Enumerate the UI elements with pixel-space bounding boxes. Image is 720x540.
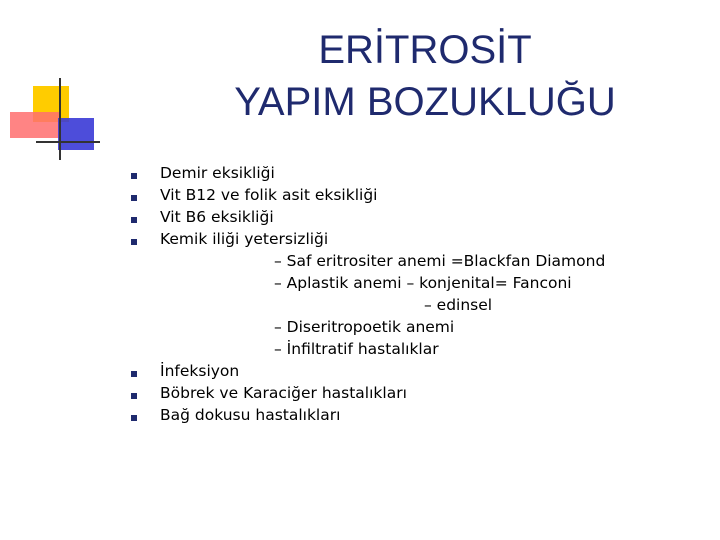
bullet-icon — [131, 393, 137, 399]
sub-list-item: – Aplastik anemi – konjenital= Fanconi — [274, 274, 572, 292]
list-item: Böbrek ve Karaciğer hastalıkları — [160, 384, 407, 402]
list-item: Vit B12 ve folik asit eksikliği — [160, 186, 378, 204]
bullet-icon — [131, 195, 137, 201]
sub-list-item: – İnfiltratif hastalıklar — [274, 340, 439, 358]
slide-title-line-2: YAPIM BOZUKLUĞU — [234, 80, 616, 124]
list-item: İnfeksiyon — [160, 362, 240, 380]
slide-title-line-1: ERİTROSİT — [318, 28, 532, 72]
bullet-icon — [131, 415, 137, 421]
bullet-icon — [131, 371, 137, 377]
list-item: Demir eksikliği — [160, 164, 275, 182]
sub-list-item: – Diseritropoetik anemi — [274, 318, 455, 336]
sub-list-item: – Saf eritrositer anemi =Blackfan Diamond — [274, 252, 606, 270]
list-item: Vit B6 eksikliği — [160, 208, 274, 226]
bullet-icon — [131, 217, 137, 223]
bullet-icon — [131, 239, 137, 245]
list-item: Kemik iliği yetersizliği — [160, 230, 329, 248]
bullet-icon — [131, 173, 137, 179]
list-item: Bağ dokusu hastalıkları — [160, 406, 341, 424]
sub-list-item: – edinsel — [424, 296, 493, 314]
